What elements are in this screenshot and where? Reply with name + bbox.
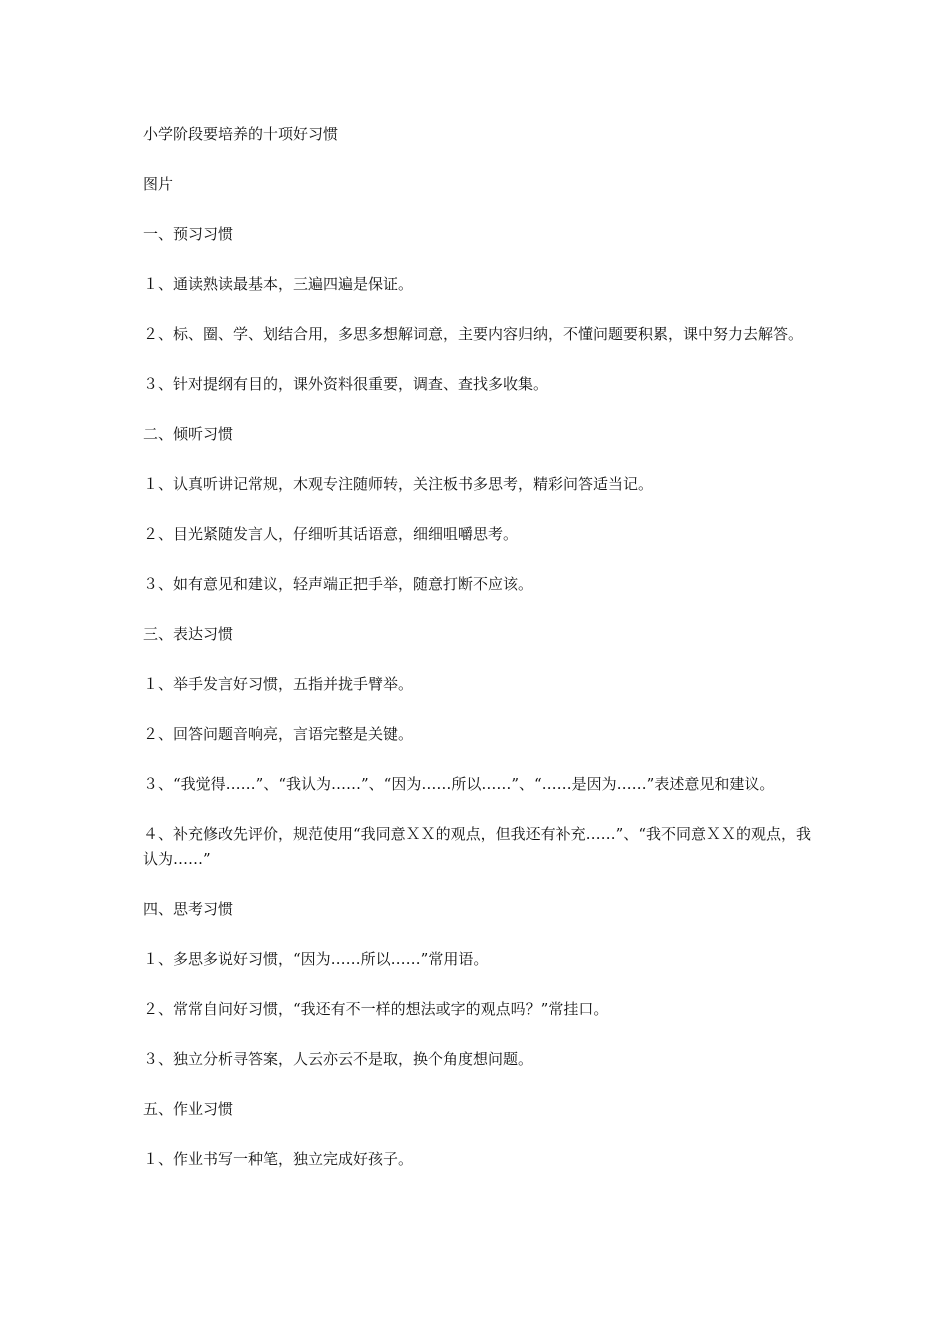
list-item: ２、目光紧随发言人，仔细听其话语意，细细咀嚼思考。 [143,525,519,543]
section-heading-listening: 二、倾听习惯 [143,425,234,443]
list-item: ３、如有意见和建议，轻声端正把手举，随意打断不应该。 [143,575,534,593]
section-heading-thinking: 四、思考习惯 [143,900,234,918]
list-item: １、通读熟读最基本，三遍四遍是保证。 [143,275,414,293]
image-caption: 图片 [143,175,174,193]
list-item: ４、补充修改先评价，规范使用“我同意ＸＸ的观点，但我还有补充……”、“我不同意ＸＸ的观点，我认为……” [143,825,812,868]
list-item: １、认真听讲记常规，木观专注随师转，关注板书多思考，精彩问答适当记。 [143,475,654,493]
list-item: ３、“我觉得……”、“我认为……”、“因为……所以……”、“……是因为……”表述意见和建议。 [143,775,775,793]
document-body [143,122,811,1197]
document-title: 小学阶段要培养的十项好习惯 [143,125,339,143]
list-item: ２、标、圈、学、划结合用，多思多想解词意，主要内容归纳，不懂问题要积累，课中努力去解答。 [143,325,804,343]
list-item: １、作业书写一种笔，独立完成好孩子。 [143,1150,414,1168]
list-item: １、举手发言好习惯，五指并拢手臂举。 [143,675,414,693]
list-item: ３、针对提纲有目的，课外资料很重要，调查、查找多收集。 [143,375,549,393]
section-heading-homework: 五、作业习惯 [143,1100,234,1118]
list-item: ２、回答问题音响亮，言语完整是关键。 [143,725,414,743]
section-heading-preview: 一、预习习惯 [143,225,234,243]
list-item: ３、独立分析寻答案，人云亦云不是取，换个角度想问题。 [143,1050,534,1068]
list-item: １、多思多说好习惯，“因为……所以……”常用语。 [143,950,489,968]
section-heading-expression: 三、表达习惯 [143,625,234,643]
list-item: ２、常常自问好习惯，“我还有不一样的想法或字的观点吗？”常挂口。 [143,1000,609,1018]
